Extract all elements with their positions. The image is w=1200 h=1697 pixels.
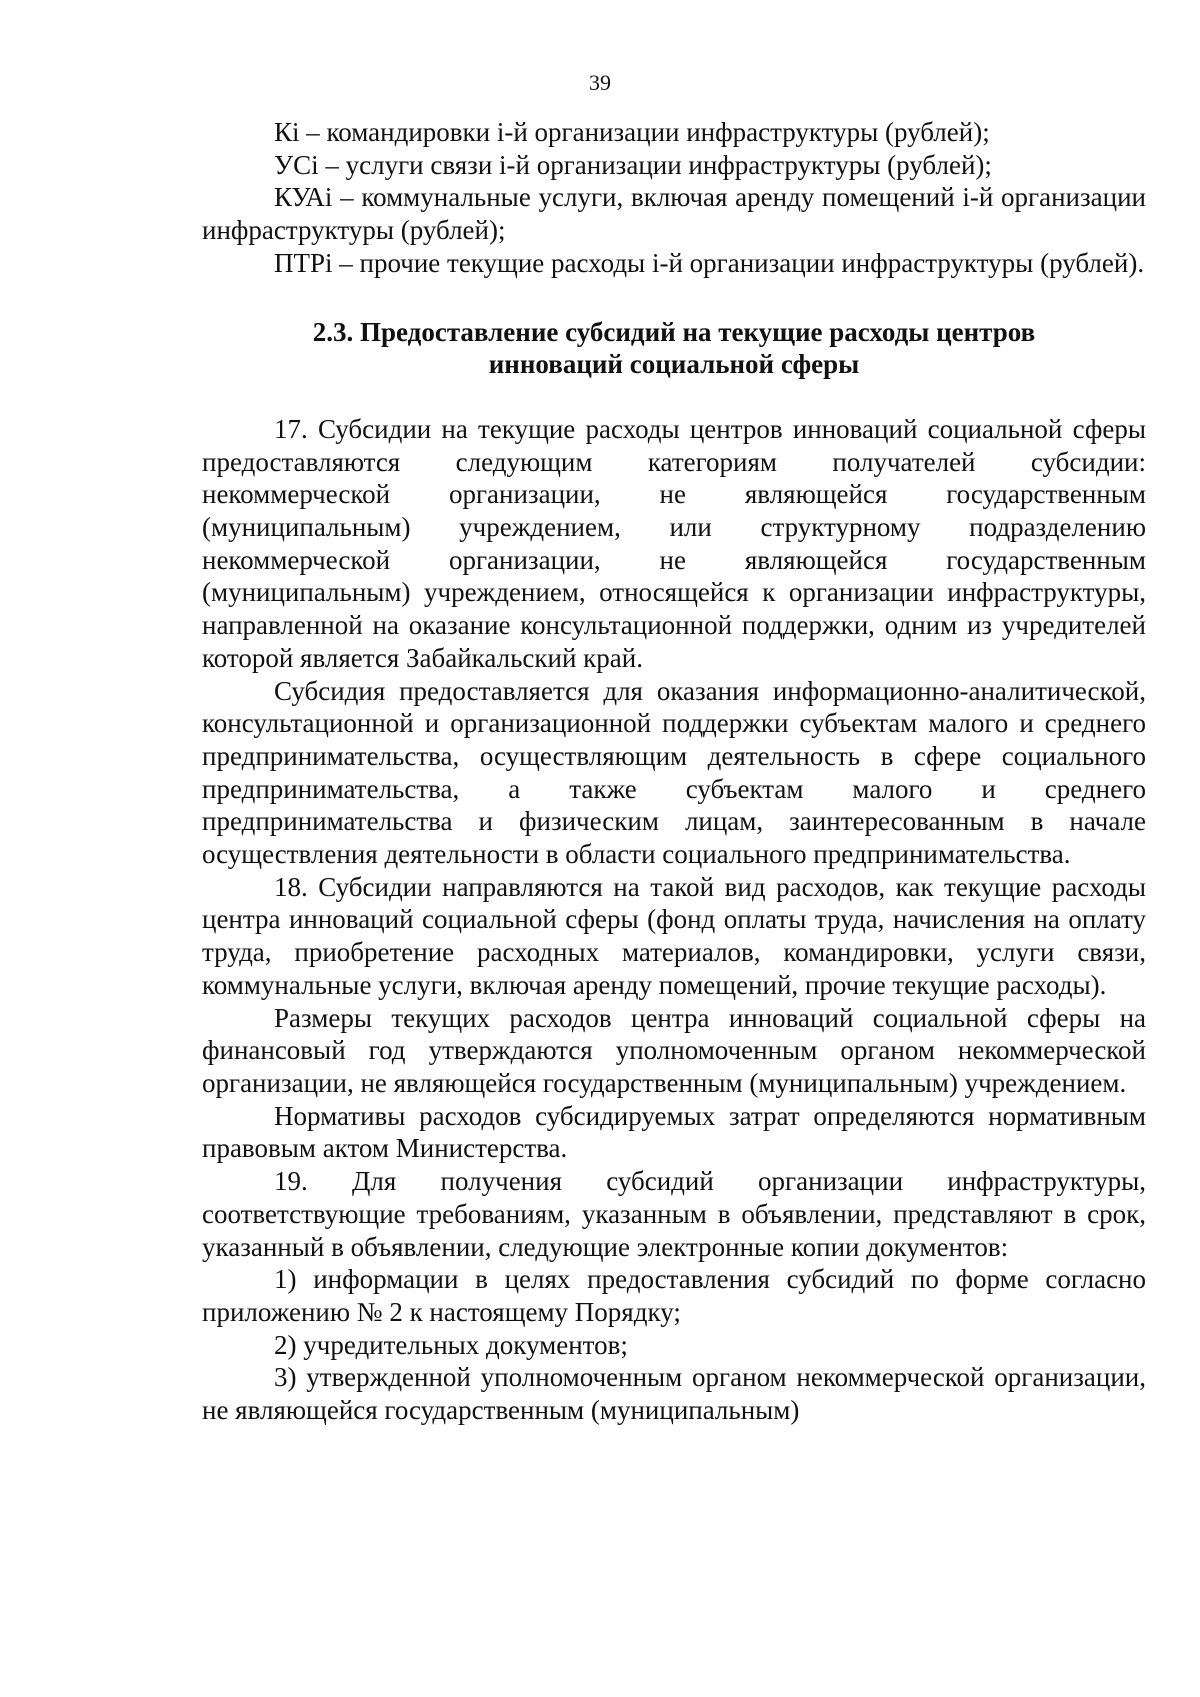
paragraph-expense-norms: Нормативы расходов субсидируемых затрат определяются нормативным правовым актом Министерства. bbox=[202, 1100, 1146, 1164]
section-heading: 2.3. Предоставление субсидий на текущие расходы центров инноваций социальной сферы bbox=[312, 316, 1036, 380]
paragraph-17: 17. Субсидии на текущие расходы центров инноваций социальной сферы предоставляются следующим категориям получателей субсидии: некоммерческой организации, не являющейся государственным (муниципальным) учреждением, или структурному подразделению некоммерческой организации, не являющейся государственным (муниципальным) учреждением, относящейся к организации инфраструктуры, направленной на оказание консультационной поддержки, одним из учредителей которой является Забайкальский край. bbox=[202, 413, 1146, 673]
page-number: 39 bbox=[589, 70, 611, 95]
paragraph-kuai: КУАi – коммунальные услуги, включая аренду помещений i-й организации инфраструктуры (рублей); bbox=[202, 182, 1146, 246]
paragraph-usi: УСi – услуги связи i-й организации инфраструктуры (рублей); bbox=[274, 149, 992, 180]
paragraph-18: 18. Субсидии направляются на такой вид расходов, как текущие расходы центра инноваций социальной сферы (фонд оплаты труда, начисления на оплату труда, приобретение расходных материалов, командировки, услуги связи, коммунальные услуги, включая аренду помещений, прочие текущие расходы). bbox=[202, 871, 1146, 1000]
list-item-2: 2) учредительных документов; bbox=[274, 1329, 628, 1360]
list-item-1: 1) информации в целях предоставления субсидий по форме согласно приложению № 2 к настоящему Порядку; bbox=[202, 1264, 1146, 1327]
paragraph-19: 19. Для получения субсидий организации инфраструктуры, соответствующие требованиям, указанным в объявлении, представляют в срок, указанный в объявлении, следующие электронные копии документов: bbox=[202, 1166, 1146, 1262]
paragraph-ptri: ПТРi – прочие текущие расходы i-й организации инфраструктуры (рублей). bbox=[274, 247, 1145, 278]
list-item-3: 3) утвержденной уполномоченным органом некоммерческой организации, не являющейся государственным (муниципальным) bbox=[202, 1362, 1146, 1426]
paragraph-expense-sizes: Размеры текущих расходов центра инноваций социальной сферы на финансовый год утверждаются уполномоченным органом некоммерческой организации, не являющейся государственным (муниципальным) учреждением. bbox=[202, 1002, 1146, 1098]
paragraph-ki: Кi – командировки i-й организации инфраструктуры (рублей); bbox=[274, 117, 990, 147]
paragraph-subsidy-purpose: Субсидия предоставляется для оказания информационно-аналитической, консультационной и организационной поддержки субъектам малого и среднего предпринимательства, осуществляющим деятельность в сфере социального предпринимательства, а также субъектам малого и среднего предпринимательства и физическим лицам, заинтересованным в начале осуществления деятельности в области социального предпринимательства. bbox=[202, 675, 1146, 870]
document-body bbox=[202, 116, 1146, 1427]
